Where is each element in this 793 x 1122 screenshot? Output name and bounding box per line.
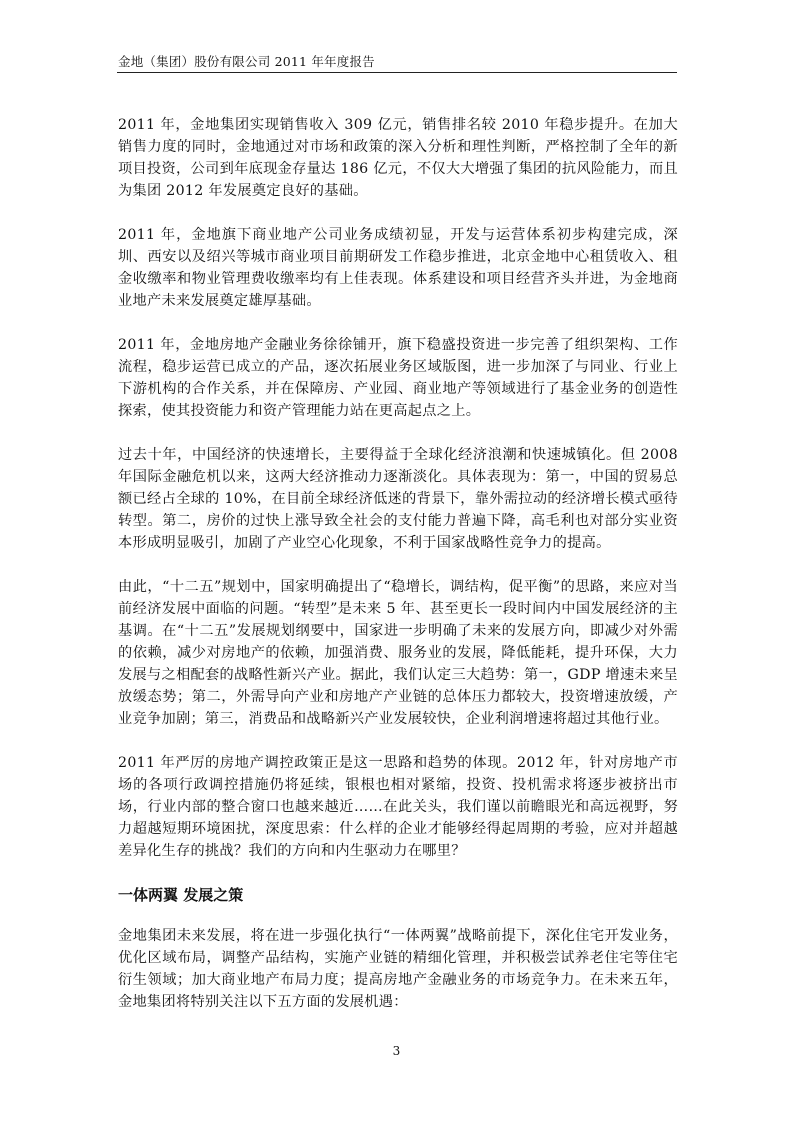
running-header: 金地（集团）股份有限公司 2011 年年度报告 [118, 54, 375, 69]
page-number: 3 [392, 1044, 401, 1058]
paragraph-strategy: 金地集团未来发展，将在进一步强化执行“一体两翼”战略前提下，深化住宅开发业务，优化区域布局，调整产品结构，实施产业链的精细化管理，并积极尝试养老住宅等住宅衍生领域；加大商业地产布局力度；提高房地产金融业务的市场竞争力。在未来五年，金地集团将特别关注以下五方面的发展机遇： [118, 928, 678, 1010]
paragraph-regulation: 2011 年严厉的房地产调控政策正是这一思路和趋势的体现。2012 年，针对房地产市场的各项行政调控措施仍将延续，银根也相对紧缩，投资、投机需求将逐步被挤出市场，行业内部的整合窗口也越来越近……在此关头，我们谨以前瞻眼光和高远视野，努力超越短期环境困扰，深度思索：什么样的企业才能够经得起周期的考验，应对并超越差异化生存的挑战？我们的方向和内生驱动力在哪里？ [118, 755, 678, 859]
paragraph-sales: 2011 年，金地集团实现销售收入 309 亿元，销售排名较 2010 年稳步提升。在加大销售力度的同时，金地通过对市场和政策的深入分析和理性判断，严格控制了全年的新项目投资，公司到年底现金存量达 186 亿元，不仅大大增强了集团的抗风险能力，而且为集团 2012 年发展奠定良好的基础。 [118, 117, 678, 199]
paragraph-commercial: 2011 年，金地旗下商业地产公司业务成绩初显，开发与运营体系初步构建完成，深圳、西安以及绍兴等城市商业项目前期研发工作稳步推进，北京金地中心租赁收入、租金收缴率和物业管理费收缴率均有上佳表现。体系建设和项目经营齐头并进，为金地商业地产未来发展奠定雄厚基础。 [118, 227, 678, 309]
document-body [118, 114, 678, 1035]
header-rule [117, 72, 677, 73]
paragraph-twelfth-plan: 由此，“十二五”规划中，国家明确提出了“稳增长，调结构，促平衡”的思路，来应对当前经济发展中面临的问题。“转型”是未来 5 年、甚至更长一段时间内中国发展经济的主基调。在“十二五”发展规划纲要中，国家进一步明确了未来的发展方向，即减少对外需的依赖，减少对房地产的依赖，加强消费、服务业的发展，降低能耗，提升环保，大力发展与之相配套的战略性新兴产业。据此，我们认定三大趋势：第一，GDP 增速未来呈放缓态势；第二，外需导向产业和房地产产业链的总体压力都较大，投资增速放缓，产业竞争加剧；第三，消费品和战略新兴产业发展较快，企业利润增速将超过其他行业。 [118, 579, 678, 727]
paragraph-finance: 2011 年，金地房地产金融业务徐徐铺开，旗下稳盛投资进一步完善了组织架构、工作流程，稳步运营已成立的产品，逐次拓展业务区域版图，进一步加深了与同业、行业上下游机构的合作关系，并在保障房、产业园、商业地产等领域进行了基金业务的创造性探索，使其投资能力和资产管理能力站在更高起点之上。 [118, 337, 678, 419]
paragraph-economy: 过去十年，中国经济的快速增长，主要得益于全球化经济浪潮和快速城镇化。但 2008 年国际金融危机以来，这两大经济推动力逐渐淡化。具体表现为：第一，中国的贸易总额已经占全球的 10%，在目前全球经济低迷的背景下，靠外需拉动的经济增长模式亟待转型。第二，房价的过快上涨导致全社会的支付能力普遍下降，高毛利也对部分实业资本形成明显吸引，加剧了产业空心化现象，不利于国家战略性竞争力的提高。 [118, 447, 678, 551]
section-heading: 一体两翼 发展之策 [118, 886, 244, 904]
